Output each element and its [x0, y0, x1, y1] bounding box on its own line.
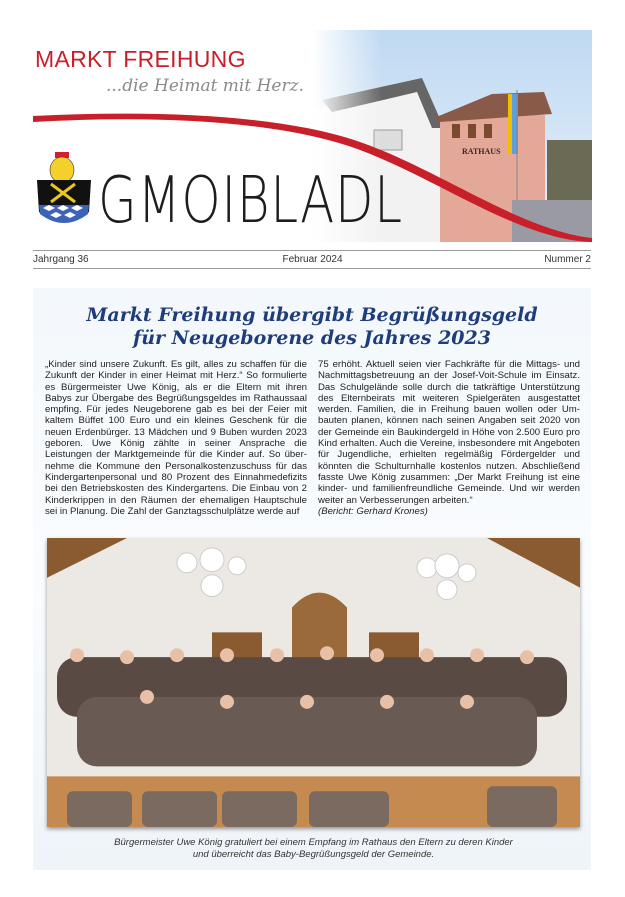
- article-paragraph: 75 erhöht. Aktuell seien vier Fachkräfte für die Mittags- und Nachmittagsbetreuung an der Josef-Voit-Schule im Einsatz. Das Schulgelände solle durch die tatkräftige Unterstützung des Elternbeirats mit weiteren Spielgeräten ausgestattet werden. Familien, die in Freihung bauen wollen oder Umbauten planen, können nach seinen Angaben seit 2020 von der Gemeinde ein Baukindergeld in Höhe von 2.500 Euro pro Kind erhalten. Auch die Vereine, insbesondere mit Angeboten für Jugendliche, erhielten regelmäßig Fördergelder und könnten die Schulturnhalle kostenlos nutzen. Abschließend fasste Uwe König zusammen: „Der Markt Freihung ist eine kinder- und familienfreundliche Gemeinde. Und wir werden weiter an Verbesserungen arbeiten.“: [318, 359, 580, 506]
- issue-volume: Jahrgang 36: [33, 254, 89, 265]
- divider: [33, 250, 591, 251]
- article-column-1: [45, 359, 307, 517]
- issue-date: Februar 2024: [282, 254, 343, 265]
- byline: (Bericht: Gerhard Krones): [318, 505, 428, 517]
- group-photo: [47, 538, 580, 827]
- article-paragraph: „Kinder sind unsere Zukunft. Es gilt, alles zu schaffen für die Zukunft der Kinder in einer Heimat mit Herz.“ So formulierte es Bürgermeister Uwe König, als er die Eltern mit ihren Babys zur Übergabe des Begrüßungsgeldes im Rathaussaal empfing. Für jedes Neugeborene gab es bei der Feier mit kaltem Büffet 100 Euro und ein kleines Geschenk für die neuen Erdenbürger. 13 Mädchen und 9 Buben wurden 2023 geboren. Uwe König zählte in seiner Ansprache die Leistungen der Marktgemeinde für die Kinder auf. So übernehme die Kommune den Personalkostenzuschuss für das Kindergartenpersonal und 80 Prozent des Einnahmedefizits bei den Betriebskosten des Kindergartens. Die Einbau von 2 Kinderkrippen in den Räumen der ehemaligen Hauptschule sei in Planung. Die Zahl der Ganztagsschulplätze werde auf: [45, 359, 307, 517]
- caption-line: Bürgermeister Uwe König gratuliert bei einem Empfang im Rathaus den Eltern zu deren Kinder: [114, 837, 513, 848]
- article-column-2: [318, 359, 580, 517]
- rathaus-sign: RATHAUS: [462, 147, 501, 156]
- headline-line: Markt Freihung übergibt Begrüßungsgeld: [86, 304, 538, 326]
- article-headline: [33, 304, 591, 350]
- divider: [33, 268, 591, 269]
- issue-number: Nummer 2: [544, 254, 591, 265]
- coat-of-arms-logo: [33, 150, 95, 230]
- caption-line: und überreicht das Baby-Begrüßungsgeld der Gemeinde.: [192, 848, 435, 860]
- headline-line: für Neugeborene des Jahres 2023: [133, 327, 491, 349]
- brand-name: MARKT FREIHUNG: [35, 46, 246, 72]
- tagline: ...die Heimat mit Herz.: [106, 76, 304, 96]
- newsletter-title: GMOIBLADL: [98, 164, 403, 238]
- photo-caption: [47, 837, 580, 860]
